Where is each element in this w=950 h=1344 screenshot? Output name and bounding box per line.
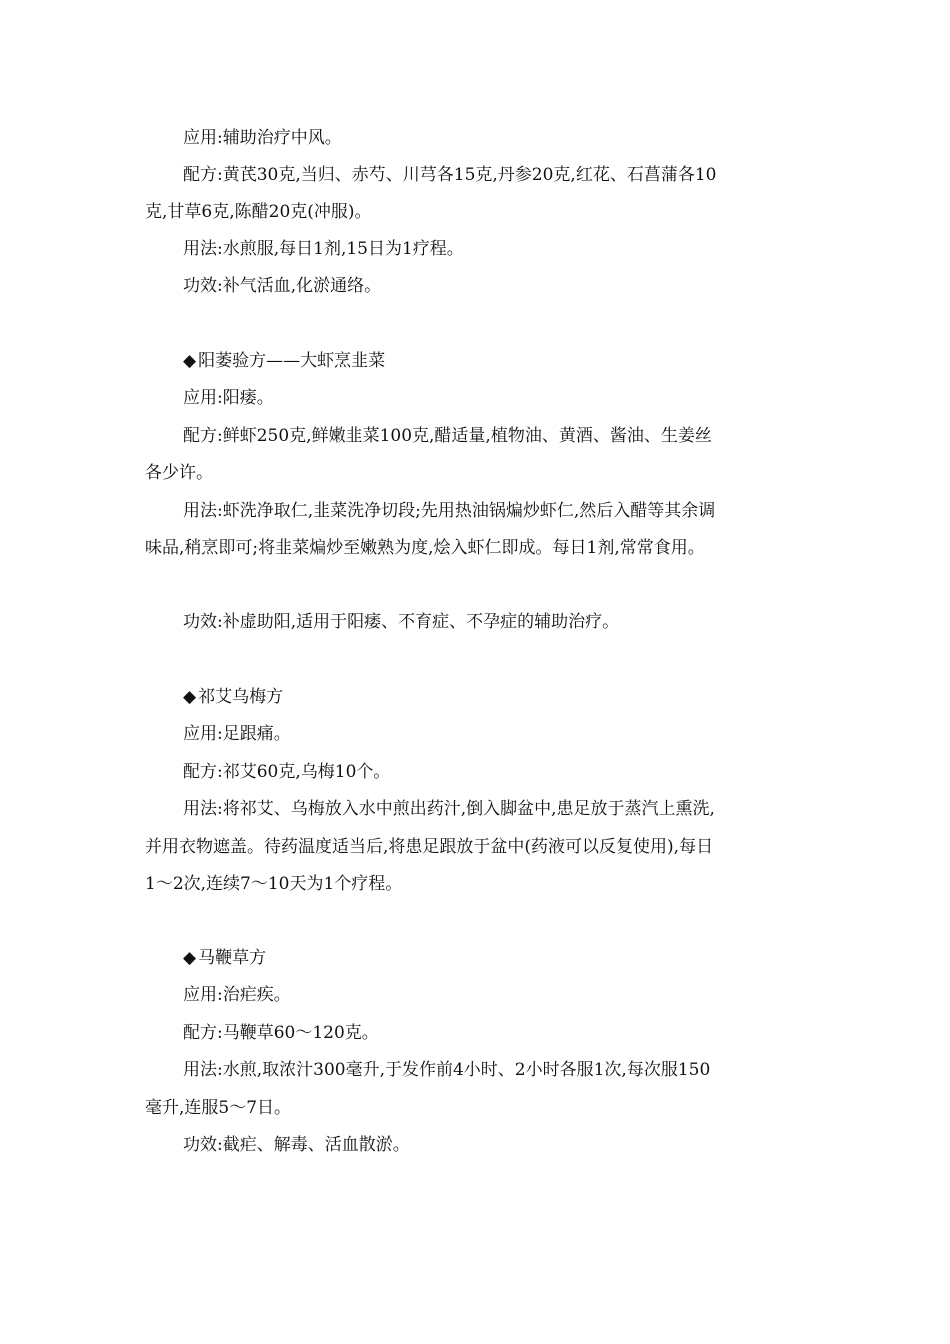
section2-usage-line1: 用法:虾洗净取仁,韭菜洗净切段;先用热油锅煸炒虾仁,然后入醋等其余调 <box>183 501 716 521</box>
section3-usage-line3: 1～2次,连续7～10天为1个疗程。 <box>145 874 403 894</box>
section2-application: 应用:阳痿。 <box>183 388 274 408</box>
section4-usage-line2: 毫升,连服5～7日。 <box>145 1098 292 1118</box>
section4-application: 应用:治疟疾。 <box>183 985 291 1005</box>
section4-bullet: ◆ <box>183 948 197 968</box>
section3-bullet: ◆ <box>183 687 197 707</box>
section1-formula-line1: 配方:黄芪30克,当归、赤芍、川芎各15克,丹参20克,红花、石菖蒲各10 <box>183 165 717 185</box>
section4-formula: 配方:马鞭草60～120克。 <box>183 1023 379 1043</box>
section1-application: 应用:辅助治疗中风。 <box>183 128 342 148</box>
section2-heading <box>183 349 385 373</box>
section2-formula-line2: 各少许。 <box>145 463 213 483</box>
section3-heading <box>183 685 283 709</box>
section1-usage: 用法:水煎服,每日1剂,15日为1疗程。 <box>183 239 464 259</box>
section2-bullet: ◆ <box>183 351 197 371</box>
section3-usage-line1: 用法:将祁艾、乌梅放入水中煎出药汁,倒入脚盆中,患足放于蒸汽上熏洗, <box>183 799 715 819</box>
section2-effect: 功效:补虚助阳,适用于阳痿、不育症、不孕症的辅助治疗。 <box>183 612 620 632</box>
section3-title: 祁艾乌梅方 <box>198 687 284 707</box>
section4-effect: 功效:截疟、解毒、活血散淤。 <box>183 1135 410 1155</box>
section3-formula: 配方:祁艾60克,乌梅10个。 <box>183 762 391 782</box>
section4-usage-line1: 用法:水煎,取浓汁300毫升,于发作前4小时、2小时各服1次,每次服150 <box>183 1060 711 1080</box>
section4-title: 马鞭草方 <box>198 948 267 968</box>
section3-application: 应用:足跟痛。 <box>183 724 291 744</box>
section1-formula-line2: 克,甘草6克,陈醋20克(冲服)。 <box>145 202 372 222</box>
section2-title: 阳萎验方——大虾烹韭菜 <box>198 351 386 371</box>
section3-usage-line2: 并用衣物遮盖。待药温度适当后,将患足跟放于盆中(药液可以反复使用),每日 <box>145 837 714 857</box>
section2-usage-line2: 味品,稍烹即可;将韭菜煸炒至嫩熟为度,烩入虾仁即成。每日1剂,常常食用。 <box>145 538 705 558</box>
section1-effect: 功效:补气活血,化淤通络。 <box>183 276 382 296</box>
section2-formula-line1: 配方:鲜虾250克,鲜嫩韭菜100克,醋适量,植物油、黄酒、酱油、生姜丝 <box>183 426 712 446</box>
section4-heading <box>183 946 266 970</box>
